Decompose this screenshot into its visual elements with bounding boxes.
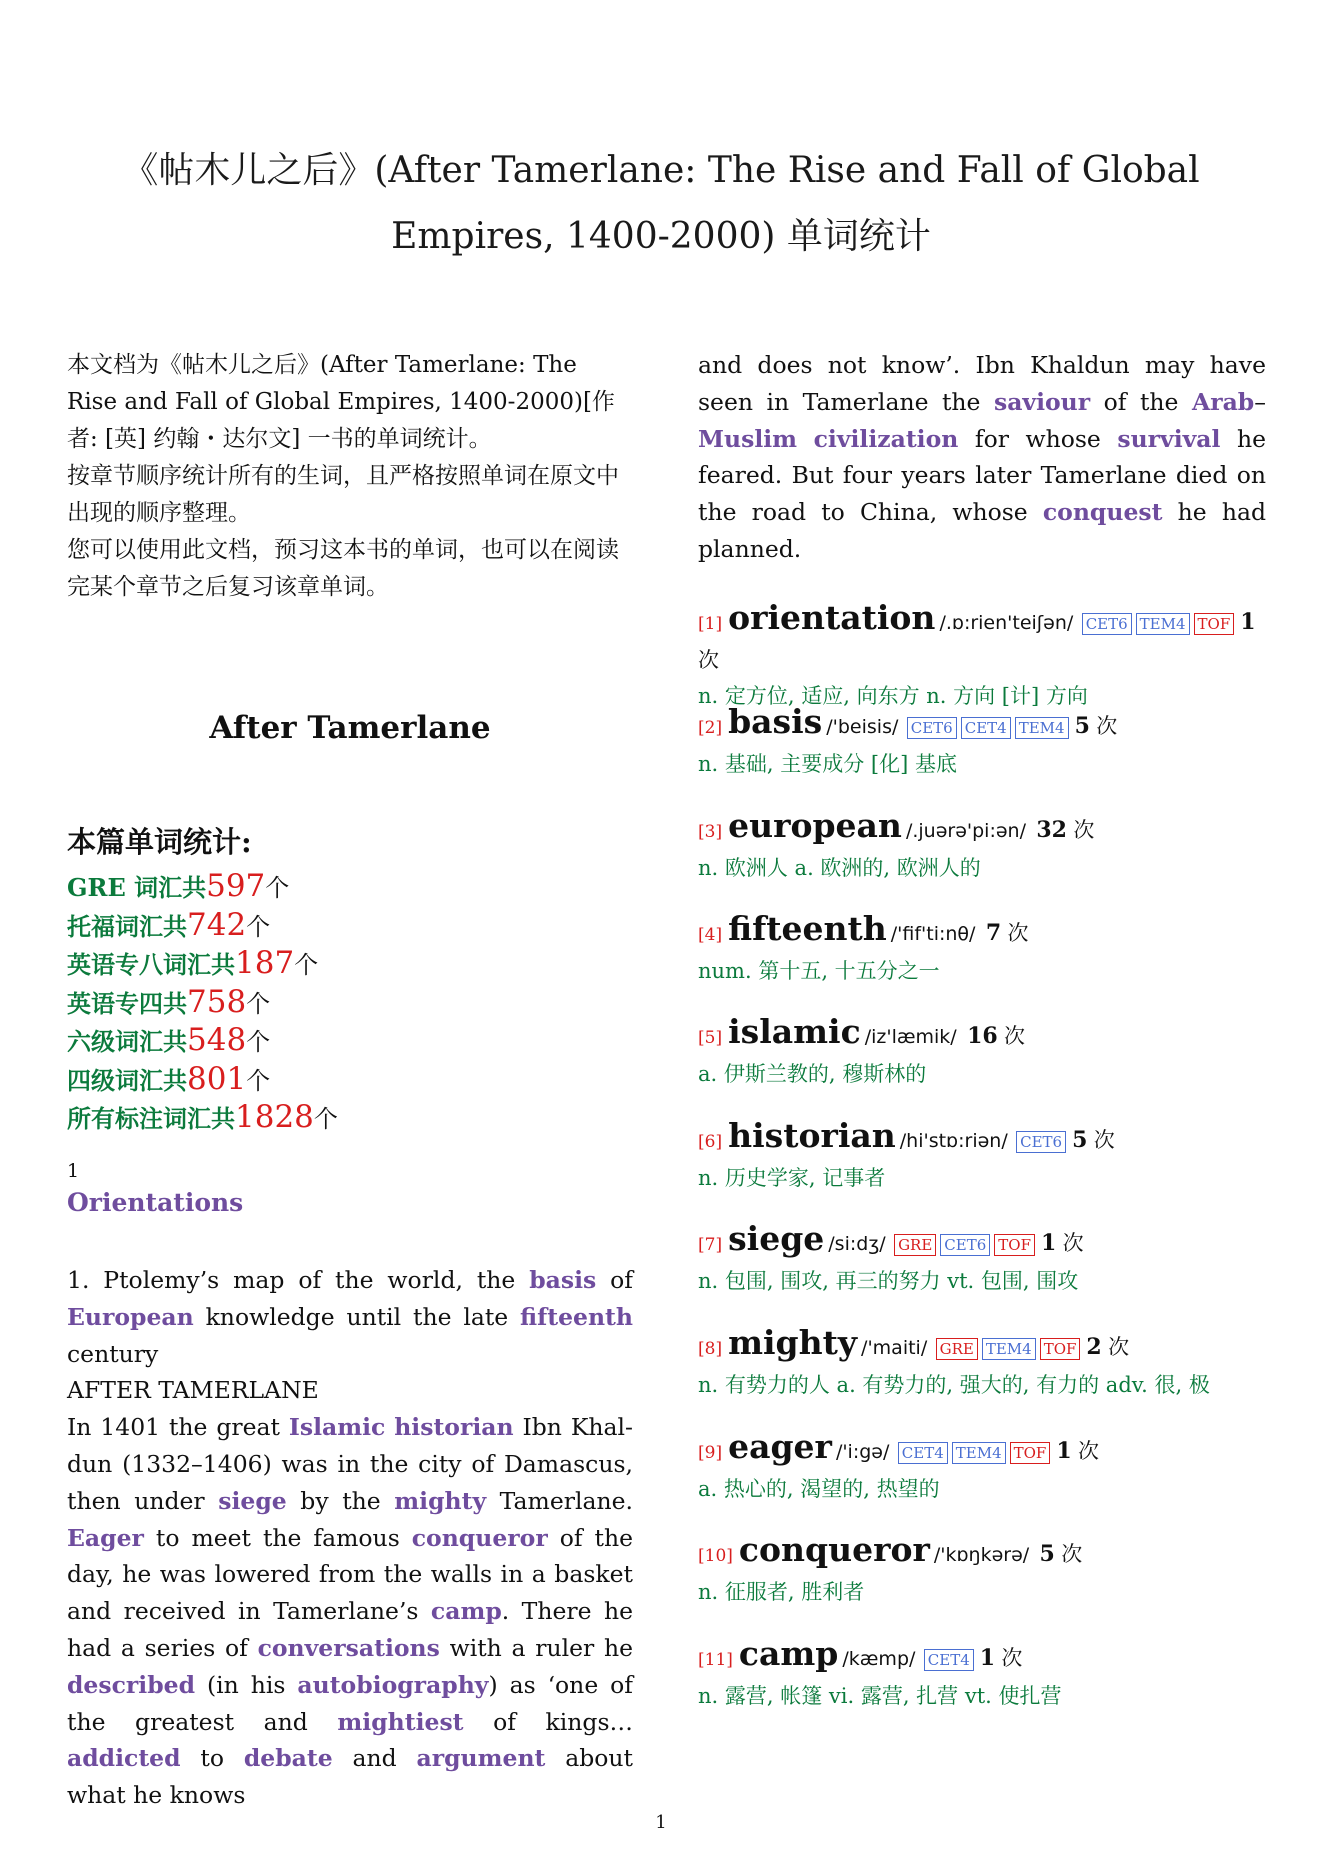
vocab-entry: [698, 704, 1266, 782]
entry-head: [698, 1325, 1266, 1367]
occurrence-count: 32: [1036, 817, 1067, 843]
phonetic: /'fif'ti:nθ/: [890, 923, 976, 945]
definition: n. 露营, 帐篷 vi. 露营, 扎营 vt. 使扎营: [698, 1684, 1062, 1708]
highlight-word: camp: [430, 1597, 502, 1626]
level-tag: GRE: [894, 1234, 936, 1256]
entry-index: [10]: [698, 1546, 733, 1566]
stat-row: [67, 984, 633, 1023]
stat-suffix: 共: [211, 950, 235, 979]
level-tag: TOF: [1194, 613, 1235, 635]
stat-label: GRE 词汇: [67, 873, 183, 902]
occurrence-count: 16: [967, 1023, 998, 1049]
body-paragraph-2: AFTER TAMERLANE: [67, 1376, 319, 1405]
stat-row: [67, 868, 633, 907]
chapter-body: [67, 1262, 633, 1814]
stat-suffix: 共: [182, 873, 207, 902]
body-paragraph-3: In 1401 the great Islamic historian Ibn Khal-dun (1332–1406) was in the city of Damascus, then under siege by the mighty Tamerlane. Eager to meet the famous conqueror of the day, he was lowered from the walls in a basket and received in Tamerlane’s camp. There he had a series of conversations with a ruler he described (in his autobiography) as ‘one of the greatest and mightiest of kings…addicted to debate and argument about what he knows: [67, 1413, 634, 1810]
phonetic: /kæmp/: [842, 1648, 916, 1670]
highlight-word: historian: [394, 1413, 514, 1442]
level-tag: TEM4: [1015, 717, 1069, 739]
level-tag: CET6: [1016, 1131, 1066, 1153]
phonetic: /.ɒ:rien'teiʃən/: [939, 612, 1074, 634]
headword: mighty: [728, 1323, 858, 1362]
level-tag: CET6: [940, 1234, 990, 1256]
stat-label: 六级词汇: [67, 1027, 163, 1056]
vocab-entry: [698, 1429, 1266, 1507]
level-tag: CET4: [961, 717, 1011, 739]
phonetic: /si:dʒ/: [828, 1233, 886, 1255]
entry-head: [698, 1636, 1266, 1678]
continuation-block: [698, 347, 1266, 568]
occurrence-count: 1: [1240, 609, 1256, 635]
level-tag: TOF: [1010, 1442, 1051, 1464]
highlight-word: civilization: [813, 424, 959, 453]
stat-label: 四级词汇: [67, 1065, 163, 1095]
level-tag: TEM4: [1136, 613, 1190, 635]
entry-head: [698, 1532, 1266, 1574]
headword: camp: [738, 1634, 839, 1673]
vocab-entry: [698, 1532, 1266, 1610]
phonetic: /iz'læmik/: [864, 1026, 957, 1048]
definition: a. 热心的, 渴望的, 热望的: [698, 1477, 940, 1501]
occurrence-count: 1: [979, 1645, 996, 1671]
phonetic: /'maiti/: [861, 1337, 928, 1359]
stat-suffix: 共: [163, 911, 187, 941]
occurrence-count: 7: [985, 920, 1002, 946]
stat-unit: 个: [246, 1028, 271, 1056]
stat-label: 英语专八词汇: [67, 950, 211, 979]
stat-row: [67, 907, 633, 946]
highlight-word: mighty: [394, 1486, 487, 1515]
definition: n. 欧洲人 a. 欧洲的, 欧洲人的: [698, 856, 981, 880]
times-label: 次: [1096, 714, 1118, 738]
title-line-1: 《帖木儿之后》(After Tamerlane: The Rise and Fall of Global: [122, 150, 1200, 191]
vocab-entry: [698, 808, 1266, 886]
vocab-entry: [698, 1325, 1266, 1403]
stat-count: 758: [187, 983, 247, 1020]
entry-head: [698, 1221, 1266, 1263]
definition: a. 伊斯兰教的, 穆斯林的: [698, 1062, 927, 1086]
body-paragraph-1: 1. Ptolemy’s map of the world, the basis of European knowledge until the late fifteenth century: [67, 1266, 633, 1368]
phonetic: /.juərə'pi:ən/: [905, 820, 1026, 842]
stat-row: [67, 945, 633, 984]
chapter-title: Orientations: [67, 1188, 244, 1217]
times-label: 次: [698, 648, 719, 672]
stat-suffix: 共: [211, 1104, 235, 1133]
headword: eager: [728, 1427, 832, 1466]
occurrence-count: 1: [1056, 1438, 1072, 1464]
definition: n. 历史学家, 记事者: [698, 1166, 886, 1190]
title-line-2: Empires, 1400-2000) 单词统计: [391, 216, 931, 257]
level-tag: TOF: [1040, 1338, 1081, 1360]
document-title: [66, 138, 1256, 270]
times-label: 次: [1108, 1335, 1130, 1359]
highlight-word: addicted: [67, 1744, 181, 1773]
entry-head: [698, 911, 1266, 953]
occurrence-count: 1: [1041, 1230, 1057, 1256]
level-tag: TEM4: [952, 1442, 1006, 1464]
stat-count: 548: [187, 1022, 247, 1058]
phonetic: /'beisis/: [826, 716, 899, 738]
definition: n. 定方位, 适应, 向东方 n. 方向 [计] 方向: [698, 684, 1088, 708]
stats-heading: 本篇单词统计:: [67, 825, 252, 859]
page-number: 1: [655, 1812, 667, 1833]
headword: orientation: [728, 598, 936, 637]
headword: islamic: [728, 1012, 861, 1051]
stat-unit: 个: [313, 1105, 338, 1133]
intro-block: [67, 347, 633, 606]
level-tag: CET4: [898, 1442, 948, 1464]
entry-head: [698, 1429, 1266, 1471]
times-label: 次: [1001, 1646, 1023, 1670]
highlight-word: debate: [243, 1744, 333, 1773]
level-tag: TEM4: [982, 1338, 1036, 1360]
stats-rows: [67, 868, 633, 1138]
headword: basis: [728, 702, 823, 741]
phonetic: /hi'stɒ:riən/: [899, 1130, 1008, 1152]
occurrence-count: 5: [1074, 713, 1090, 739]
stat-count: 801: [187, 1060, 247, 1097]
times-label: 次: [1062, 1231, 1084, 1255]
entry-index: [6]: [698, 1132, 723, 1152]
stat-count: 597: [206, 868, 266, 904]
stat-label: 英语专四: [67, 988, 163, 1018]
intro-paragraph-1: 本文档为《帖木儿之后》(After Tamerlane: The Rise and Fall of Global Empires, 1400-2000)[作者: [英] 约翰・达尔文] 一书的单词统计。: [67, 352, 615, 452]
headword: conqueror: [738, 1530, 930, 1569]
highlight-word: saviour: [993, 387, 1091, 416]
intro-paragraph-3: 您可以使用此文档，预习这本书的单词，也可以在阅读完某个章节之后复习该章单词。: [67, 537, 619, 600]
highlight-word: Islamic: [288, 1413, 386, 1442]
definition: num. 第十五, 十五分之一: [698, 959, 940, 983]
entry-index: [2]: [698, 718, 723, 738]
level-tag: TOF: [994, 1234, 1035, 1256]
definition: n. 包围, 围攻, 再三的努力 vt. 包围, 围攻: [698, 1269, 1079, 1293]
definition: n. 有势力的人 a. 有势力的, 强大的, 有力的 adv. 很, 极: [698, 1373, 1210, 1397]
level-tag: CET4: [924, 1649, 974, 1671]
times-label: 次: [1078, 1439, 1099, 1463]
level-tag: GRE: [936, 1338, 978, 1360]
level-tag: CET6: [907, 717, 957, 739]
headword: european: [728, 806, 902, 845]
stat-unit: 个: [265, 874, 290, 902]
highlight-word: survival: [1117, 424, 1221, 453]
highlight-word: argument: [416, 1744, 546, 1773]
times-label: 次: [1073, 818, 1095, 842]
highlight-word: European: [67, 1302, 194, 1331]
word-stats: [67, 820, 633, 1138]
stat-unit: 个: [294, 951, 319, 979]
vocab-entry: [698, 600, 1266, 714]
occurrence-count: 5: [1039, 1541, 1055, 1567]
stat-label: 托福词汇: [67, 911, 163, 941]
highlight-word: conqueror: [411, 1523, 548, 1552]
stat-row: [67, 1022, 633, 1061]
vocab-entry: [698, 911, 1266, 989]
entry-index: [11]: [698, 1650, 733, 1670]
entry-head: [698, 704, 1266, 746]
intro-paragraph-2: 按章节顺序统计所有的生词，且严格按照单词在原文中出现的顺序整理。: [67, 463, 619, 526]
highlight-word: autobiography: [297, 1670, 489, 1699]
continuation-paragraph: and does not know’. Ibn Khaldun may have seen in Tamerlane the saviour of the Arab–Muslim civilization for whose survival he feared. But four years later Tamerlane died on the road to China, whose conquest he had planned.: [698, 351, 1267, 563]
vocab-entry: [698, 1221, 1266, 1299]
entry-index: [1]: [698, 614, 723, 634]
vocab-entry: [698, 1014, 1266, 1092]
vocab-entry: [698, 1636, 1266, 1714]
phonetic: /'i:gə/: [835, 1441, 890, 1463]
entry-head: [698, 600, 1266, 678]
times-label: 次: [1093, 1128, 1115, 1152]
entry-index: [4]: [698, 925, 723, 945]
stat-count: 187: [235, 945, 295, 981]
chapter-number: 1: [67, 1160, 80, 1182]
definition: n. 征服者, 胜利者: [698, 1580, 865, 1604]
entry-index: [7]: [698, 1235, 723, 1255]
times-label: 次: [1007, 921, 1029, 945]
entry-index: [3]: [698, 822, 723, 842]
stat-count: 742: [187, 906, 247, 943]
definition: n. 基础, 主要成分 [化] 基底: [698, 752, 957, 776]
times-label: 次: [1061, 1542, 1083, 1566]
headword: fifteenth: [728, 909, 887, 948]
entry-index: [8]: [698, 1339, 723, 1359]
section-title: After Tamerlane: [209, 710, 491, 746]
headword: historian: [728, 1116, 896, 1155]
highlight-word: described: [67, 1670, 196, 1699]
entry-head: [698, 1014, 1266, 1056]
phonetic: /'kɒŋkərə/: [933, 1544, 1030, 1566]
highlight-word: basis: [529, 1266, 597, 1294]
level-tag: CET6: [1082, 613, 1132, 635]
highlight-word: Eager: [67, 1523, 144, 1552]
occurrence-count: 5: [1072, 1127, 1088, 1153]
entry-index: [5]: [698, 1028, 723, 1048]
entry-head: [698, 1118, 1266, 1160]
vocab-entry: [698, 1118, 1266, 1196]
stat-suffix: 共: [163, 1065, 187, 1095]
stat-suffix: 共: [163, 988, 187, 1018]
stat-label: 所有标注词汇: [67, 1104, 211, 1133]
stat-unit: 个: [246, 1066, 271, 1095]
headword: siege: [728, 1219, 825, 1258]
highlight-word: conquest: [1042, 498, 1163, 527]
stat-unit: 个: [246, 912, 271, 941]
stat-row: [67, 1061, 633, 1100]
stat-row: [67, 1099, 633, 1138]
stat-count: 1828: [235, 1099, 314, 1135]
entry-index: [9]: [698, 1443, 723, 1463]
highlight-word: mightiest: [337, 1707, 464, 1736]
highlight-word: Muslim: [698, 424, 798, 453]
highlight-word: conversations: [257, 1633, 440, 1662]
stat-unit: 个: [246, 989, 271, 1018]
occurrence-count: 2: [1086, 1334, 1102, 1360]
highlight-word: siege: [218, 1486, 287, 1515]
stat-suffix: 共: [163, 1027, 187, 1056]
highlight-word: fifteenth: [520, 1302, 633, 1331]
entry-head: [698, 808, 1266, 850]
highlight-word: Arab: [1191, 387, 1255, 416]
times-label: 次: [1004, 1024, 1026, 1048]
